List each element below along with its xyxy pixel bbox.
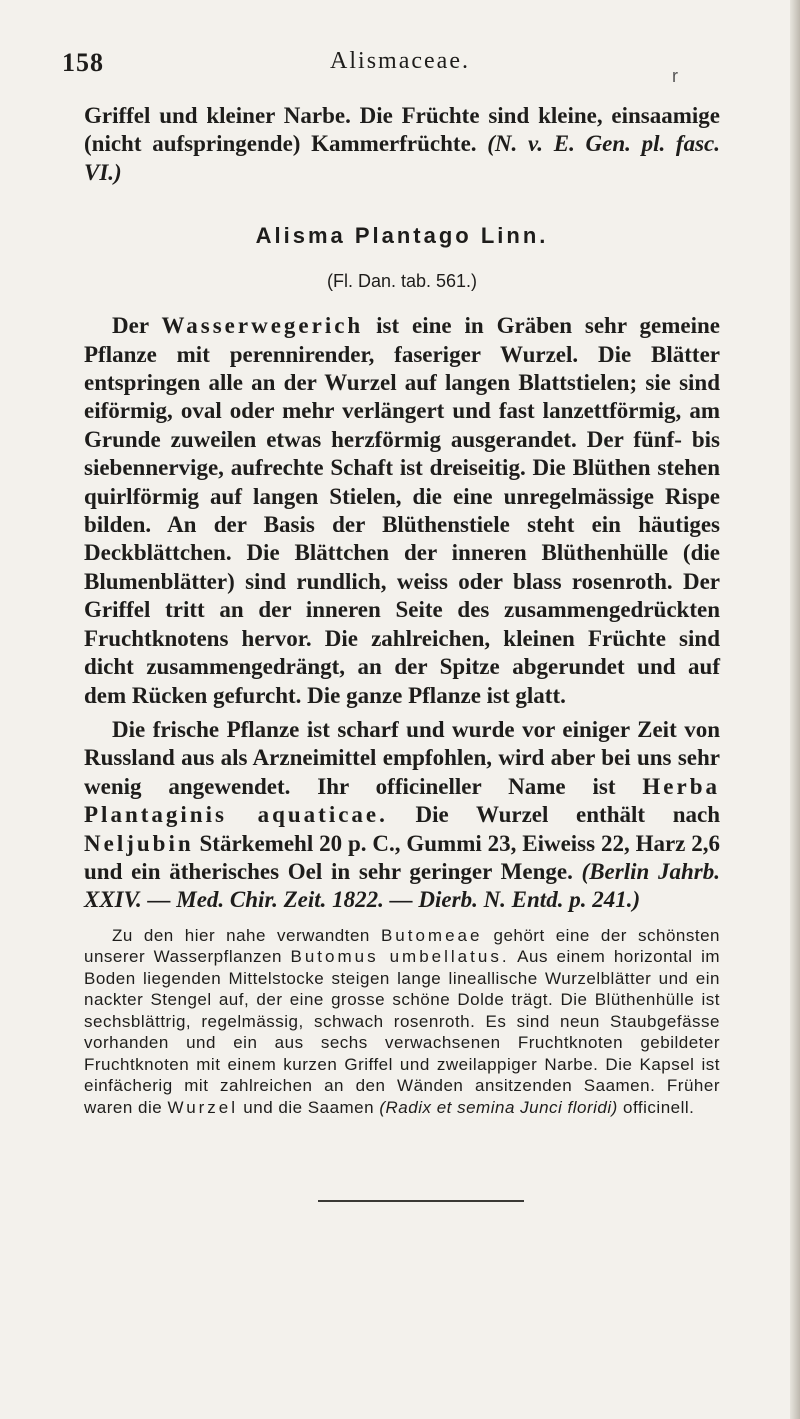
intro-citation: (N. v. E. Gen. pl. fasc. VI.) bbox=[84, 131, 720, 185]
margin-mark: r bbox=[672, 66, 678, 86]
root-word: Wurzel bbox=[167, 1097, 239, 1117]
page-header bbox=[0, 48, 800, 78]
genus-name: Butomus umbellatus. bbox=[290, 947, 510, 967]
family-name: Butomeae bbox=[380, 925, 483, 945]
page-content bbox=[84, 100, 720, 1118]
usage-paragraph bbox=[84, 716, 720, 915]
usage-citation: (Berlin Jahrb. XXIV. — Med. Chir. Zeit. 1822. — Dierb. N. Entd. p. 241.) bbox=[84, 858, 720, 913]
latin-name: (Radix et semina Junci floridi) bbox=[379, 1097, 618, 1117]
description-paragraph bbox=[84, 312, 720, 710]
author-name: Neljubin bbox=[84, 830, 194, 856]
running-head: Alismaceae. bbox=[330, 48, 470, 74]
common-name: Wasserwegerich bbox=[161, 313, 364, 339]
small-print-note bbox=[84, 925, 720, 1119]
note-text-2: gehört eine der schönsten unserer Wasserpflanzen bbox=[84, 925, 720, 967]
description-lead: Der bbox=[112, 313, 149, 339]
description-text: ist eine in Gräben sehr gemeine Pflanze mit perennirender, faseriger Wurzel. Die Blätter entspringen alle an der Wurzel auf langen Blattstielen; sie sind eiförmig, oval oder mehr verlängert und fast lanzettförmig, am Grunde zuweilen etwas herzförmig ausgerandet. Der fünf- bis siebennervige, aufrechte Schaft ist dreiseitig. Die Blüthen stehen quirlförmig auf langen Stielen, die eine unregelmässige Rispe bilden. An der Basis der Blüthenstiele steht ein häutiges Deckblättchen. Die Blättchen der inneren Blüthenhülle (die Blumenblätter) sind rundlich, weiss oder blass rosenroth. Der Griffel tritt an der inneren Seite des zusammengedrückten Fruchtknotens hervor. Die zahlreichen, kleinen Früchte sind dicht zusammengedrängt, an der Spitze abgerundet und auf dem Rücken gefurcht. Die ganze Pflanze ist glatt. bbox=[84, 313, 721, 708]
usage-text-1: Die frische Pflanze ist scharf und wurde vor einiger Zeit von Russland aus als Arzneimittel empfohlen, wird aber bei uns sehr wenig angewendet. Ihr officineller Name ist bbox=[84, 716, 720, 799]
note-text-1: Zu den hier nahe verwandten bbox=[112, 925, 370, 945]
herb-name: Herba Plantaginis aquaticae. bbox=[84, 773, 721, 828]
intro-text: Griffel und kleiner Narbe. Die Früchte sind kleine, einsaamige (nicht aufspringende) Kammerfrüchte. bbox=[84, 103, 720, 157]
section-rule bbox=[318, 1200, 524, 1202]
page-number: 158 bbox=[62, 48, 104, 77]
note-text-5: officinell. bbox=[623, 1097, 695, 1117]
species-heading: Alisma Plantago Linn. bbox=[255, 223, 549, 249]
note-text-4: und die Saamen bbox=[243, 1097, 375, 1117]
usage-text-2: Die Wurzel enthält nach bbox=[415, 802, 721, 828]
page-edge bbox=[790, 0, 800, 1419]
species-reference: (Fl. Dan. tab. 561.) bbox=[326, 271, 478, 292]
usage-text-3: Stärkemehl 20 p. C., Gummi 23, Eiweiss 22, Harz 2,6 und ein ätherisches Oel in sehr geringer Menge. bbox=[84, 830, 720, 884]
note-text-3: Aus einem horizontal im Boden liegenden Mittelstocke steigen lange lineallische Wurzelblätter und ein nackter Stengel auf, der eine grosse schöne Dolde trägt. Die Blüthenhülle ist sechsblättrig, regelmässig, schwach rosenroth. Es sind neun Staubgefässe vorhanden und ein aus sechs verwachsenen Fruchtknoten gebildeter Fruchtknoten mit einem kurzen Griffel und zweilappiger Narbe. Die Kapsel ist einfächerig mit zahlreichen an den Wänden ansitzenden Saamen. Früher waren die bbox=[84, 947, 721, 1117]
intro-paragraph bbox=[84, 102, 720, 187]
